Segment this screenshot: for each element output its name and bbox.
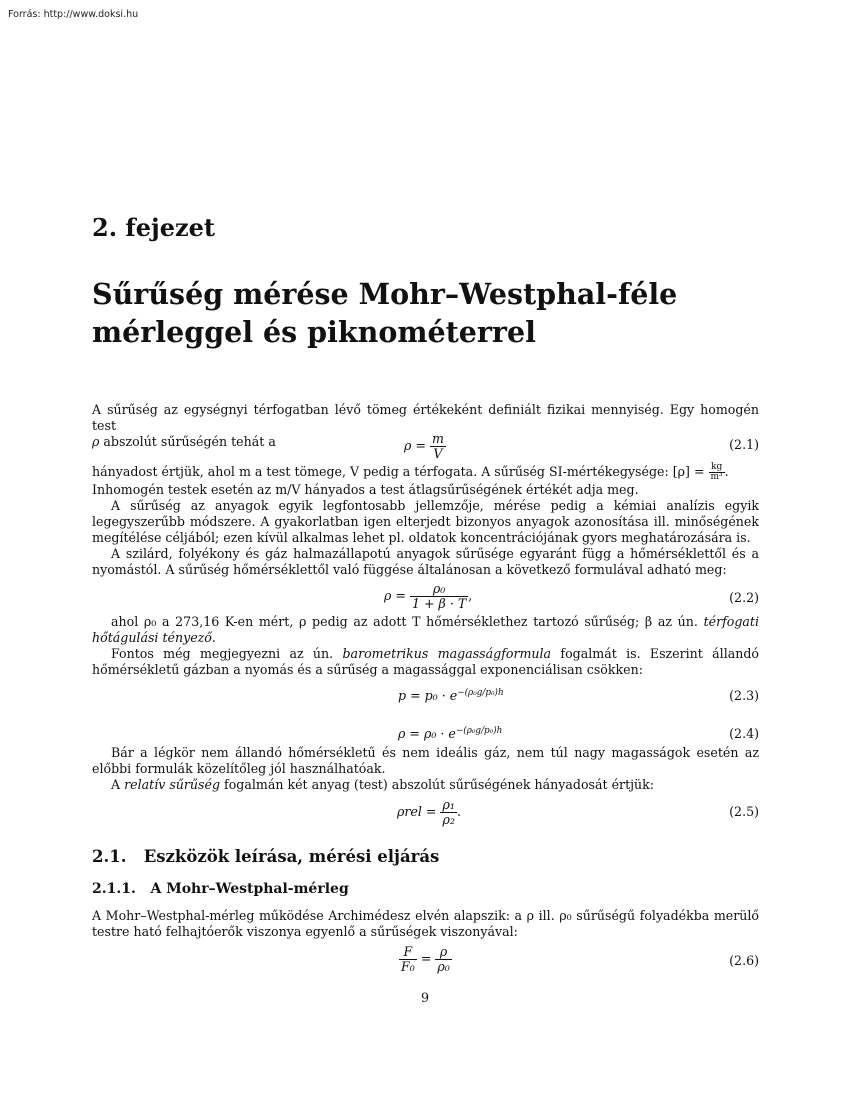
subsection-title: A Mohr–Westphal-mérleg	[150, 881, 349, 897]
eq1-lhs: ρ =	[404, 438, 426, 453]
thermal-term: térfogati hőtágulási tényező.	[92, 614, 759, 645]
section-heading	[92, 847, 439, 866]
equation-2-5	[397, 798, 461, 827]
si-unit-fraction	[709, 463, 725, 482]
paragraph-archimedes	[92, 908, 759, 940]
thermal-sentence: ahol ρ₀ a 273,16 K-en mért, ρ pedig az adott T hőmérséklethez tartozó sűrűség; β az ún.	[111, 614, 698, 629]
si-unit-text: hányadost értjük, ahol m a test tömege, V pedig a térfogata. A sűrűség SI-mértékegysége: [ρ] =	[92, 464, 705, 479]
eq6-denominator-1: F₀	[401, 959, 415, 974]
relative-b: fogalmán két anyag (test) abszolút sűrűségének hányadosát értjük:	[224, 777, 655, 792]
thermal-text	[92, 614, 759, 646]
paragraph-si-unit	[92, 463, 759, 578]
si-unit-denominator: m³	[710, 472, 723, 482]
eq2-denominator: 1 + β · T	[411, 596, 467, 611]
eq6-denominator-2: ρ₀	[437, 959, 450, 974]
eq3-exponent: −(ρ₀g/p₀)h	[457, 688, 504, 698]
equation-2-1	[404, 432, 446, 461]
equation-number-2-5: (2.5)	[729, 804, 759, 819]
eq5-tail: .	[456, 804, 461, 819]
eq5-numerator: ρ₁	[442, 797, 455, 812]
equation-2-3	[398, 688, 504, 703]
intro-line-a: A sűrűség az egységnyi térfogatban lévő tömeg értékeként definiált fizikai mennyiség. Egy homogén test	[92, 402, 759, 433]
equation-2-2	[384, 582, 472, 611]
si-unit-numerator: kg	[709, 463, 725, 473]
equation-2-4	[398, 726, 502, 741]
eq4-exponent: −(ρ₀g/p₀)h	[455, 726, 503, 736]
relative-term: relatív sűrűség	[124, 777, 221, 792]
equation-number-2-2: (2.2)	[729, 590, 759, 605]
section-number: 2.1.	[92, 847, 127, 866]
si-unit-line2: Inhomogén testek esetén az m/V hányados a test átlagsűrűségének értékét adja meg.	[92, 482, 639, 497]
eq6-fraction-density	[435, 945, 451, 974]
subsection-number: 2.1.1.	[92, 881, 136, 897]
archimedes-text: A Mohr–Westphal-mérleg működése Archimédesz elvén alapszik: a ρ ill. ρ₀ sűrűségű folyadékba merülő testre ható felhajtóerők viszonya egyenlő a sűrűségek viszonyával:	[92, 908, 759, 939]
chapter-title	[92, 275, 772, 351]
eq4-body: ρ = ρ₀ · e	[398, 726, 456, 742]
page-number: 9	[420, 990, 429, 1005]
subsection-heading	[92, 881, 349, 897]
chapter-label: 2. fejezet	[92, 213, 215, 242]
eq1-denominator: V	[433, 446, 443, 461]
paragraph-importance: A sűrűség az anyagok egyik legfontosabb jellemzője, mérése pedig a kémiai analízis egyik legegyszerűbb módszere. A gyakorlatban igen elterjedt bizonyos anyagok azonosítása ill. minőségének megítélése céljából; ezen kívül alkalmas lehet pl. oldatok koncentrációjának gyors meghatározására is.	[92, 498, 759, 545]
atmosphere-text: Bár a légkör nem állandó hőmérsékletű és nem ideális gáz, nem túl nagy magasságok esetén az előbbi formulák közelítőleg jól használhatóak.	[92, 745, 759, 776]
source-note: Forrás: http://www.doksi.hu	[8, 9, 139, 20]
chapter-title-line1: Sűrűség mérése Mohr–Westphal-féle	[92, 277, 678, 311]
paragraph-barometric	[92, 646, 759, 678]
eq5-lhs: ρrel =	[397, 804, 437, 819]
paragraph-relative-density	[92, 777, 759, 793]
eq1-fraction	[430, 432, 446, 461]
rho-symbol: ρ	[92, 434, 100, 449]
barometric-a: Fontos még megjegyezni az ún.	[111, 646, 334, 661]
eq2-lhs: ρ =	[384, 588, 406, 603]
paragraph-thermal	[92, 614, 759, 678]
eq3-body: p = p₀ · e	[398, 688, 458, 704]
eq6-fraction-force	[399, 945, 417, 974]
eq2-numerator: ρ₀	[410, 582, 468, 597]
barometric-term: barometrikus magasságformula	[342, 646, 552, 661]
eq2-tail: ,	[468, 588, 473, 603]
equation-number-2-1: (2.1)	[729, 437, 759, 452]
equation-number-2-4: (2.4)	[729, 726, 759, 741]
si-unit-line1: hányadost értjük, ahol m a test tömege, V pedig a térfogata. A sűrűség SI-mértékegysége: [ρ] = $\frac{kg}{\text{m³}}$ .	[92, 462, 729, 482]
eq6-numerator-2: ρ	[435, 945, 451, 960]
barometric-b: fogalmát is. Eszerint állandó hőmérsékletű gázban a nyomás és a sűrűség a magassággal exponenciálisan csökken:	[92, 646, 759, 677]
eq5-fraction	[440, 798, 456, 827]
eq6-equals: =	[420, 951, 432, 966]
eq5-denominator: ρ₂	[442, 812, 455, 827]
equation-number-2-6: (2.6)	[729, 953, 759, 968]
chapter-title-line2: mérleggel és piknométerrel	[92, 315, 536, 349]
equation-2-6	[399, 945, 452, 974]
intro-line-b-text: abszolút sűrűségén tehát a	[103, 434, 276, 449]
relative-a: A	[111, 777, 121, 792]
paragraph-atmosphere	[92, 745, 759, 793]
eq2-fraction	[410, 582, 468, 611]
eq6-numerator-1: F	[399, 945, 417, 960]
paragraph-temperature: A szilárd, folyékony és gáz halmazállapotú anyagok sűrűsége egyaránt függ a hőmérséklettől és a nyomástól. A sűrűség hőmérséklettől való függése általánosan a következő formulával adható meg:	[92, 546, 759, 577]
eq1-numerator: m	[431, 431, 444, 446]
section-title: Eszközök leírása, mérési eljárás	[143, 847, 440, 866]
equation-number-2-3: (2.3)	[729, 688, 759, 703]
